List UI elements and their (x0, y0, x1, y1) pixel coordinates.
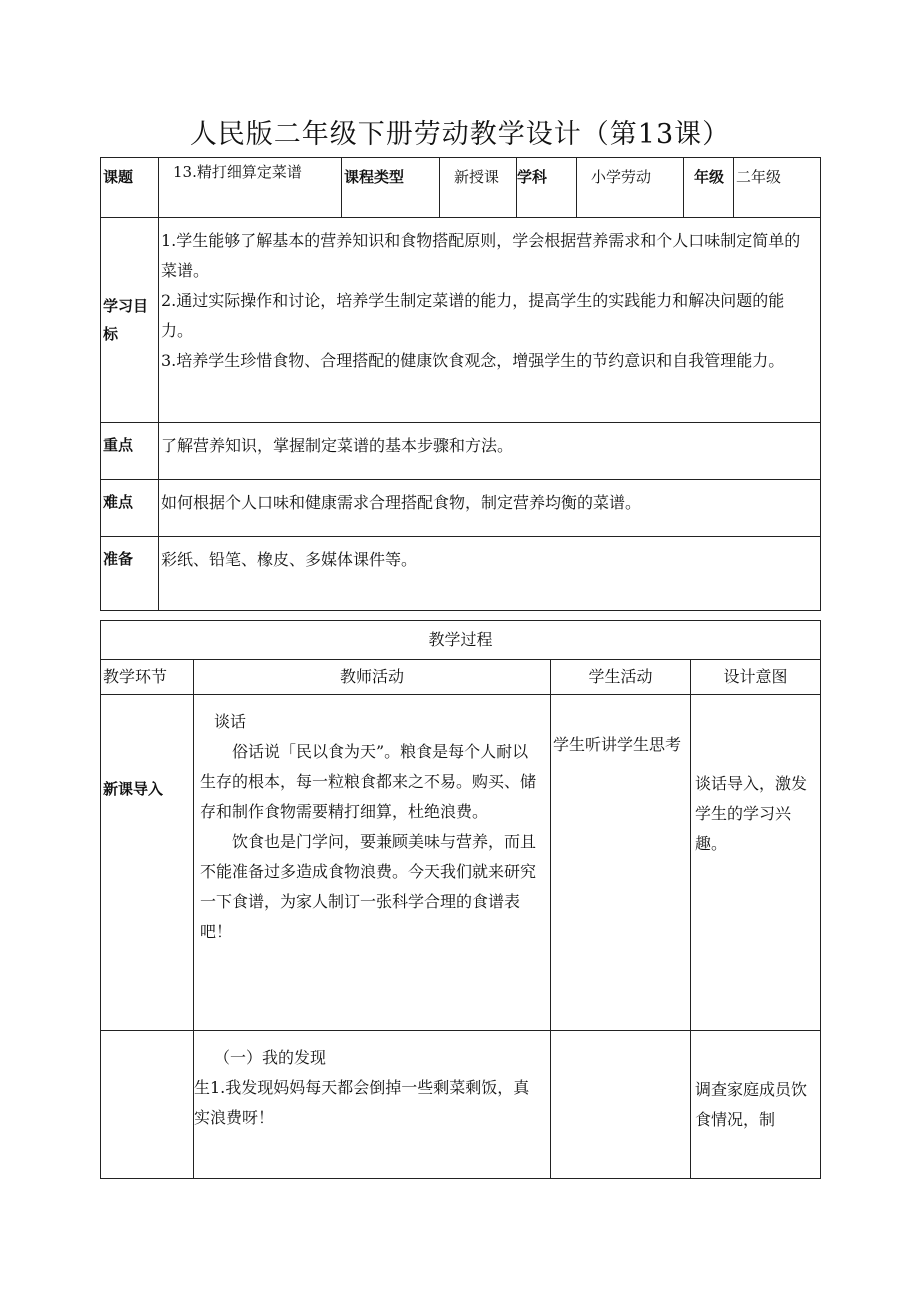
grade-label: 年级 (684, 158, 734, 218)
student-activity (551, 1031, 691, 1179)
header-design: 设计意图 (691, 660, 821, 695)
key-point-label: 重点 (101, 423, 159, 480)
grade-value: 二年级 (734, 158, 821, 218)
subject-label: 学科 (517, 158, 577, 218)
teacher-paragraph: （一）我的发现 (214, 1048, 327, 1067)
goal-item: 3.培养学生珍惜食物、合理搭配的健康饮食观念，增强学生的节约意识和自我管理能力。 (161, 351, 785, 370)
teacher-paragraph: 饮食也是门学问，要兼顾美味与营养，而且不能准备过多造成食物浪费。今天我们就来研究一下食谱，为家人制订一张科学合理的食谱表吧！ (200, 832, 537, 941)
type-value: 新授课 (440, 158, 517, 218)
header-stage: 教学环节 (101, 660, 194, 695)
goal-item: 2.通过实际操作和讨论，培养学生制定菜谱的能力，提高学生的实践能力和解决问题的能力。 (161, 291, 785, 340)
design-intent: 谈话导入，激发学生的学习兴趣。 (691, 695, 821, 1031)
teacher-paragraph: 谈话 (214, 712, 247, 731)
difficulty-text: 如何根据个人口味和健康需求合理搭配食物，制定营养均衡的菜谱。 (159, 480, 821, 537)
goals-content (159, 218, 821, 423)
topic-label: 课题 (101, 158, 159, 218)
preparation-text: 彩纸、铅笔、橡皮、多媒体课件等。 (159, 537, 821, 611)
key-point-text: 了解营养知识，掌握制定菜谱的基本步骤和方法。 (159, 423, 821, 480)
teacher-paragraph: 生1.我发现妈妈每天都会倒掉一些剩菜剩饭，真实浪费呀！ (194, 1078, 530, 1127)
teacher-paragraph: 俗话说「民以食为天”。粮食是每个人耐以生存的根本，每一粒粮食都来之不易。购买、储存和制作食物需要精打细算，杜绝浪费。 (200, 742, 537, 821)
page-title: 人民版二年级下册劳动教学设计（第13课） (189, 119, 731, 150)
teacher-activity (194, 1031, 551, 1179)
subject-value: 小学劳动 (577, 158, 684, 218)
header-student: 学生活动 (551, 660, 691, 695)
preparation-label: 准备 (101, 537, 159, 611)
teaching-process-table (100, 620, 821, 1179)
goals-label: 学习目标 (101, 218, 159, 423)
lesson-info-table (100, 157, 821, 611)
process-title: 教学过程 (101, 621, 821, 660)
header-teacher: 教师活动 (194, 660, 551, 695)
teacher-activity (194, 695, 551, 1031)
type-label: 课程类型 (342, 158, 440, 218)
difficulty-label: 难点 (101, 480, 159, 537)
stage-cell: 新课导入 (101, 695, 194, 1031)
topic-value: 13.精打细算定菜谱 (159, 158, 342, 218)
stage-cell (101, 1031, 194, 1179)
goal-item: 1.学生能够了解基本的营养知识和食物搭配原则，学会根据营养需求和个人口味制定简单的菜谱。 (161, 231, 801, 280)
design-intent: 调查家庭成员饮食情况，制 (691, 1031, 821, 1179)
student-activity: 学生听讲学生思考 (551, 695, 691, 1031)
